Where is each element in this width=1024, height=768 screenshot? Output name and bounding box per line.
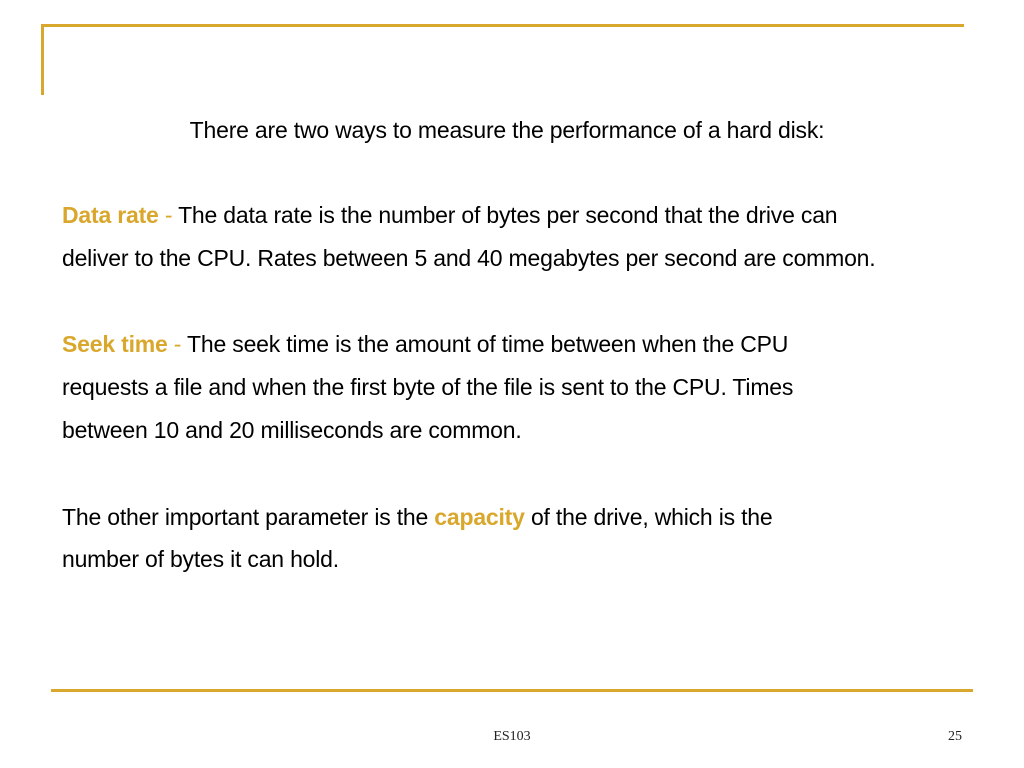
capacity-line-2: number of bytes it can hold. — [62, 546, 339, 572]
seek-time-line-1 — [62, 330, 788, 358]
footer-course: ES103 — [493, 729, 531, 744]
data-rate-line-1 — [62, 201, 837, 229]
data-rate-term: Data rate — [62, 202, 159, 228]
seek-time-line-3: between 10 and 20 milliseconds are common. — [62, 417, 522, 443]
page-number: 25 — [948, 729, 962, 744]
seek-time-text-1: The seek time is the amount of time between when the CPU — [181, 331, 789, 357]
data-rate-dash: - — [158, 202, 173, 228]
capacity-line-1 — [62, 503, 772, 531]
seek-time-term: Seek time — [62, 331, 168, 357]
intro-text: There are two ways to measure the performance of a hard disk: — [189, 117, 825, 143]
frame-left-rule — [41, 24, 44, 95]
capacity-text-before: The other important parameter is the — [62, 504, 435, 530]
seek-time-dash: - — [167, 331, 182, 357]
data-rate-line-2: deliver to the CPU. Rates between 5 and 40 megabytes per second are common. — [62, 245, 876, 271]
capacity-text-after: of the drive, which is the — [524, 504, 773, 530]
capacity-term: capacity — [434, 504, 525, 530]
frame-top-rule — [41, 24, 964, 27]
data-rate-text-1: The data rate is the number of bytes per second that the drive can — [172, 202, 838, 228]
footer-rule — [51, 689, 973, 692]
seek-time-line-2: requests a file and when the first byte of the file is sent to the CPU. Times — [62, 374, 794, 400]
